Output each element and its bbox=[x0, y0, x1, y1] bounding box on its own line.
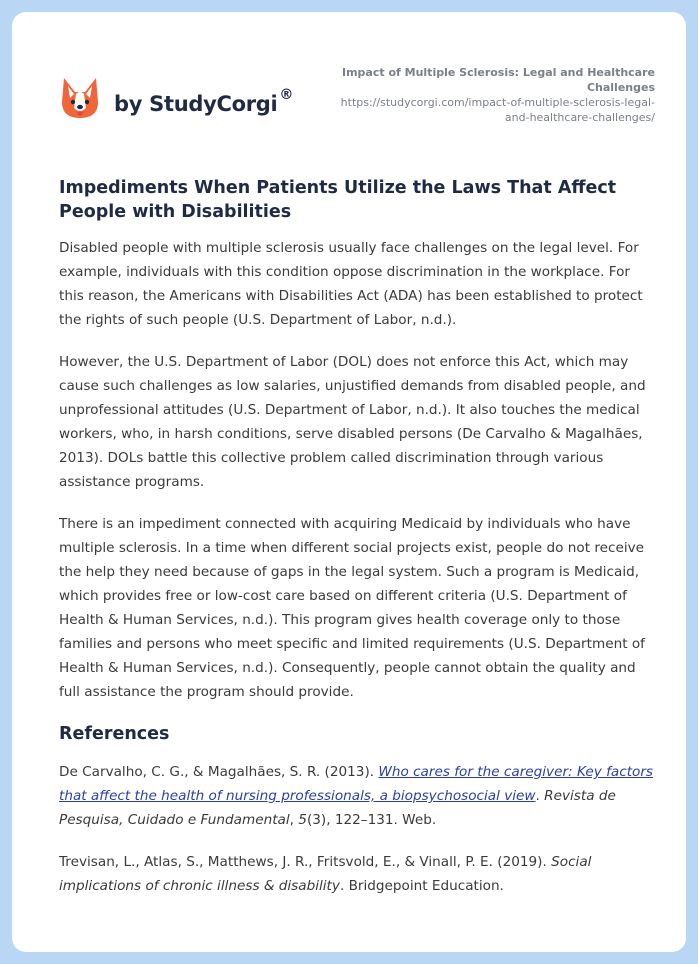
paragraph-1: Disabled people with multiple sclerosis usually face challenges on the legal level. For example, individuals with this condition oppose discrimination in the workplace. For this reason, the Americans with Disabilities Act (ADA) has been established to protect the rights of such people (U.S. Department of Labor, n.d.). bbox=[59, 240, 643, 328]
ref2-title: Social implications of chronic illness & disability bbox=[59, 854, 592, 894]
article-content bbox=[59, 176, 653, 898]
ref1-volume: 5 bbox=[298, 812, 307, 828]
ref1-title-link[interactable]: Who cares for the caregiver: Key factors that affect the health of nursing professionals, a biopsychosocial view bbox=[59, 764, 654, 804]
ref1-after-link: . bbox=[535, 788, 545, 804]
ref1-sep: , bbox=[289, 812, 299, 828]
references-heading: References bbox=[59, 724, 170, 744]
ref1-rest: (3), 122–131. Web. bbox=[306, 812, 437, 828]
ref1-journal: Revista de Pesquisa, Cuidado e Fundamental bbox=[59, 788, 616, 828]
source-url[interactable]: https://studycorgi.com/impact-of-multiple-sclerosis-legal-and-healthcare-challenges/ bbox=[340, 96, 655, 124]
paragraph-3: There is an impediment connected with acquiring Medicaid by individuals who have multiple sclerosis. In a time when different social projects exist, people do not receive the help they need because of gaps in the legal system. Such a program is Medicaid, which provides free or low-cost care based on different criteria (U.S. Department of Health & Human Services, n.d.). This program gives health coverage only to those families and persons who meet specific and limited requirements (U.S. Department of Health & Human Services, n.d.). Consequently, people cannot obtain the quality and full assistance the program should provide. bbox=[59, 516, 645, 700]
brand-name: by StudyCorgi ® bbox=[114, 86, 294, 116]
paragraph-2: However, the U.S. Department of Labor (DOL) does not enforce this Act, which may cause such challenges as low salaries, unjustified demands from disabled people, and unprofessional attitudes (U.S. Department of Labor, n.d.). It also touches the medical workers, who, in harsh conditions, serve disabled persons (De Carvalho & Magalhães, 2013). DOLs battle this collective problem called discrimination through various assistance programs. bbox=[59, 354, 646, 490]
registered-mark: ® bbox=[279, 86, 294, 103]
ref1-authors: De Carvalho, C. G., & Magalhães, S. R. (2013). bbox=[59, 764, 379, 780]
article-heading: Impediments When Patients Utilize the Laws That Affect People with Disabilities bbox=[59, 178, 617, 222]
source-title: Impact of Multiple Sclerosis: Legal and Healthcare Challenges bbox=[342, 66, 655, 94]
source-info bbox=[325, 65, 655, 125]
corgi-logo-icon bbox=[60, 76, 100, 120]
ref2-authors: Trevisan, L., Atlas, S., Matthews, J. R., Fritsvold, E., & Vinall, P. E. (2019). bbox=[59, 854, 552, 870]
studycorgi-logo[interactable] bbox=[60, 76, 293, 120]
reference-1 bbox=[59, 760, 653, 832]
document-card bbox=[12, 12, 686, 952]
reference-2 bbox=[59, 850, 653, 898]
ref2-rest: . Bridgepoint Education. bbox=[339, 878, 504, 894]
